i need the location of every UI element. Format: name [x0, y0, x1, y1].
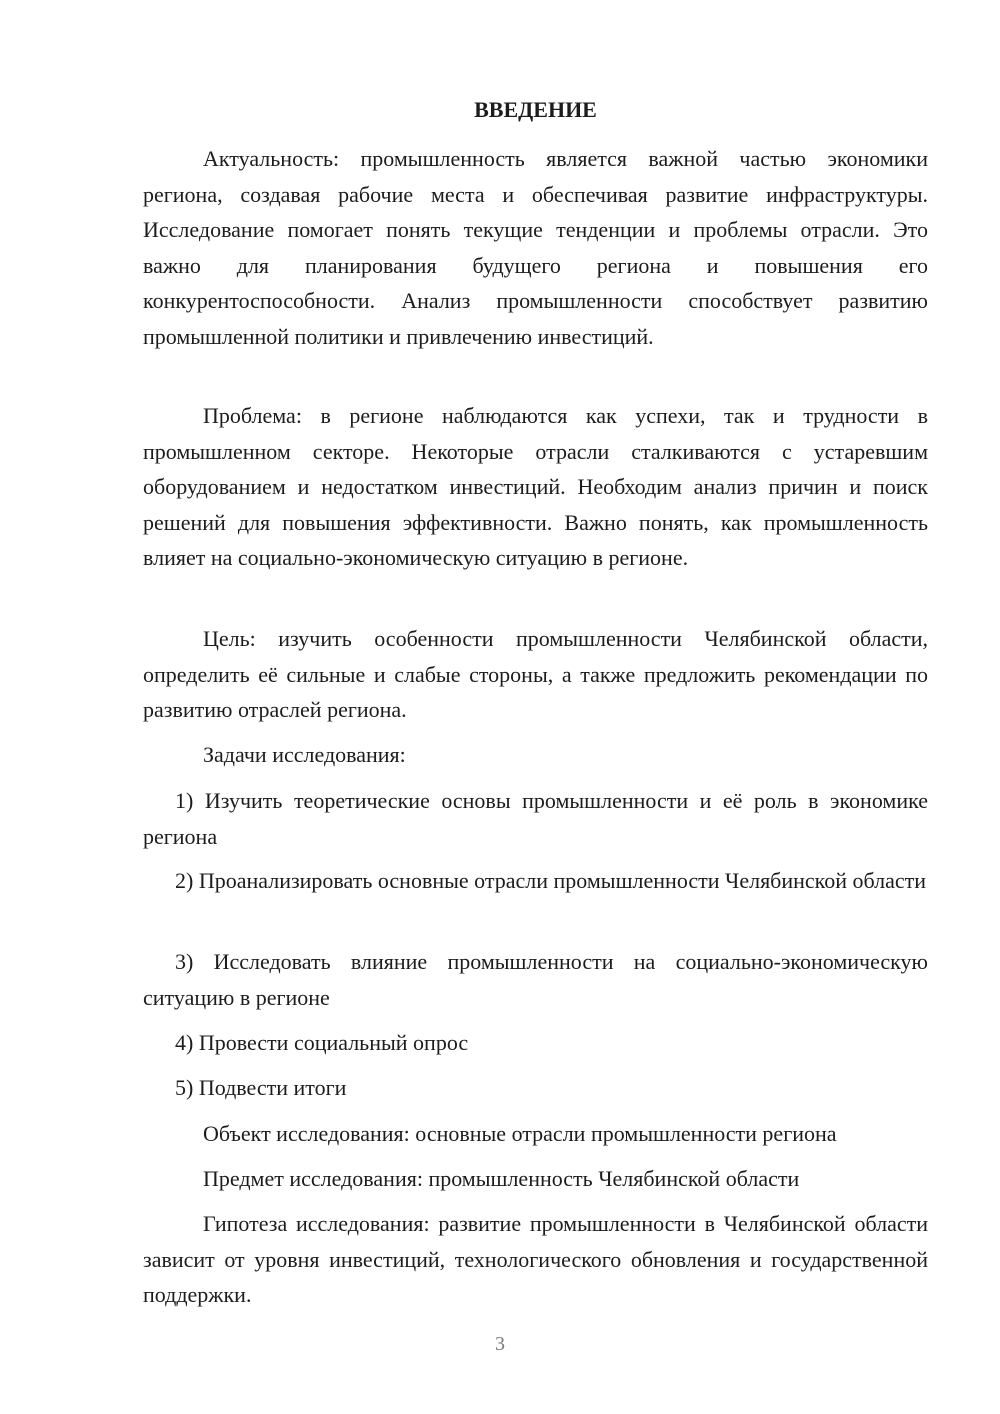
task-item-1: 1) Изучить теоретические основы промышленности и её роль в экономике региона: [143, 788, 928, 849]
task-item-5: 5) Подвести итоги: [175, 1075, 347, 1100]
task-item-2: 2) Проанализировать основные отрасли промышленности Челябинской области: [175, 868, 927, 893]
task-item-4: 4) Провести социальный опрос: [175, 1030, 469, 1055]
problem-paragraph: Проблема: в регионе наблюдаются как успехи, так и трудности в промышленном секторе. Некоторые отрасли сталкиваются с устаревшим оборудованием и недостатком инвестиций. Необходим анализ причин и поиск решений для повышения эффективности. Важно понять, как промышленность влияет на социально-экономическую ситуацию в регионе.: [143, 403, 928, 570]
page-number: 3: [495, 1333, 505, 1355]
page-title: ВВЕДЕНИЕ: [474, 97, 597, 122]
subject-paragraph: Предмет исследования: промышленность Челябинской области: [203, 1166, 800, 1191]
tasks-heading: Задачи исследования:: [203, 742, 406, 767]
object-paragraph: Объект исследования: основные отрасли промышленности региона: [203, 1121, 837, 1146]
task-item-3: 3) Исследовать влияние промышленности на социально-экономическую ситуацию в регионе: [143, 949, 928, 1010]
relevance-paragraph: Актуальность: промышленность является важной частью экономики региона, создавая рабочие места и обеспечивая развитие инфраструктуры. Исследование помогает понять текущие тенденции и проблемы отрасли. Это важно для планирования будущего региона и повышения его конкурентоспособности. Анализ промышленности способствует развитию промышленной политики и привлечению инвестиций.: [143, 146, 928, 349]
goal-paragraph: Цель: изучить особенности промышленности Челябинской области, определить её сильные и слабые стороны, а также предложить рекомендации по развитию отраслей региона.: [143, 626, 928, 722]
hypothesis-paragraph: Гипотеза исследования: развитие промышленности в Челябинской области зависит от уровня инвестиций, технологического обновления и государственной поддержки.: [143, 1211, 928, 1307]
